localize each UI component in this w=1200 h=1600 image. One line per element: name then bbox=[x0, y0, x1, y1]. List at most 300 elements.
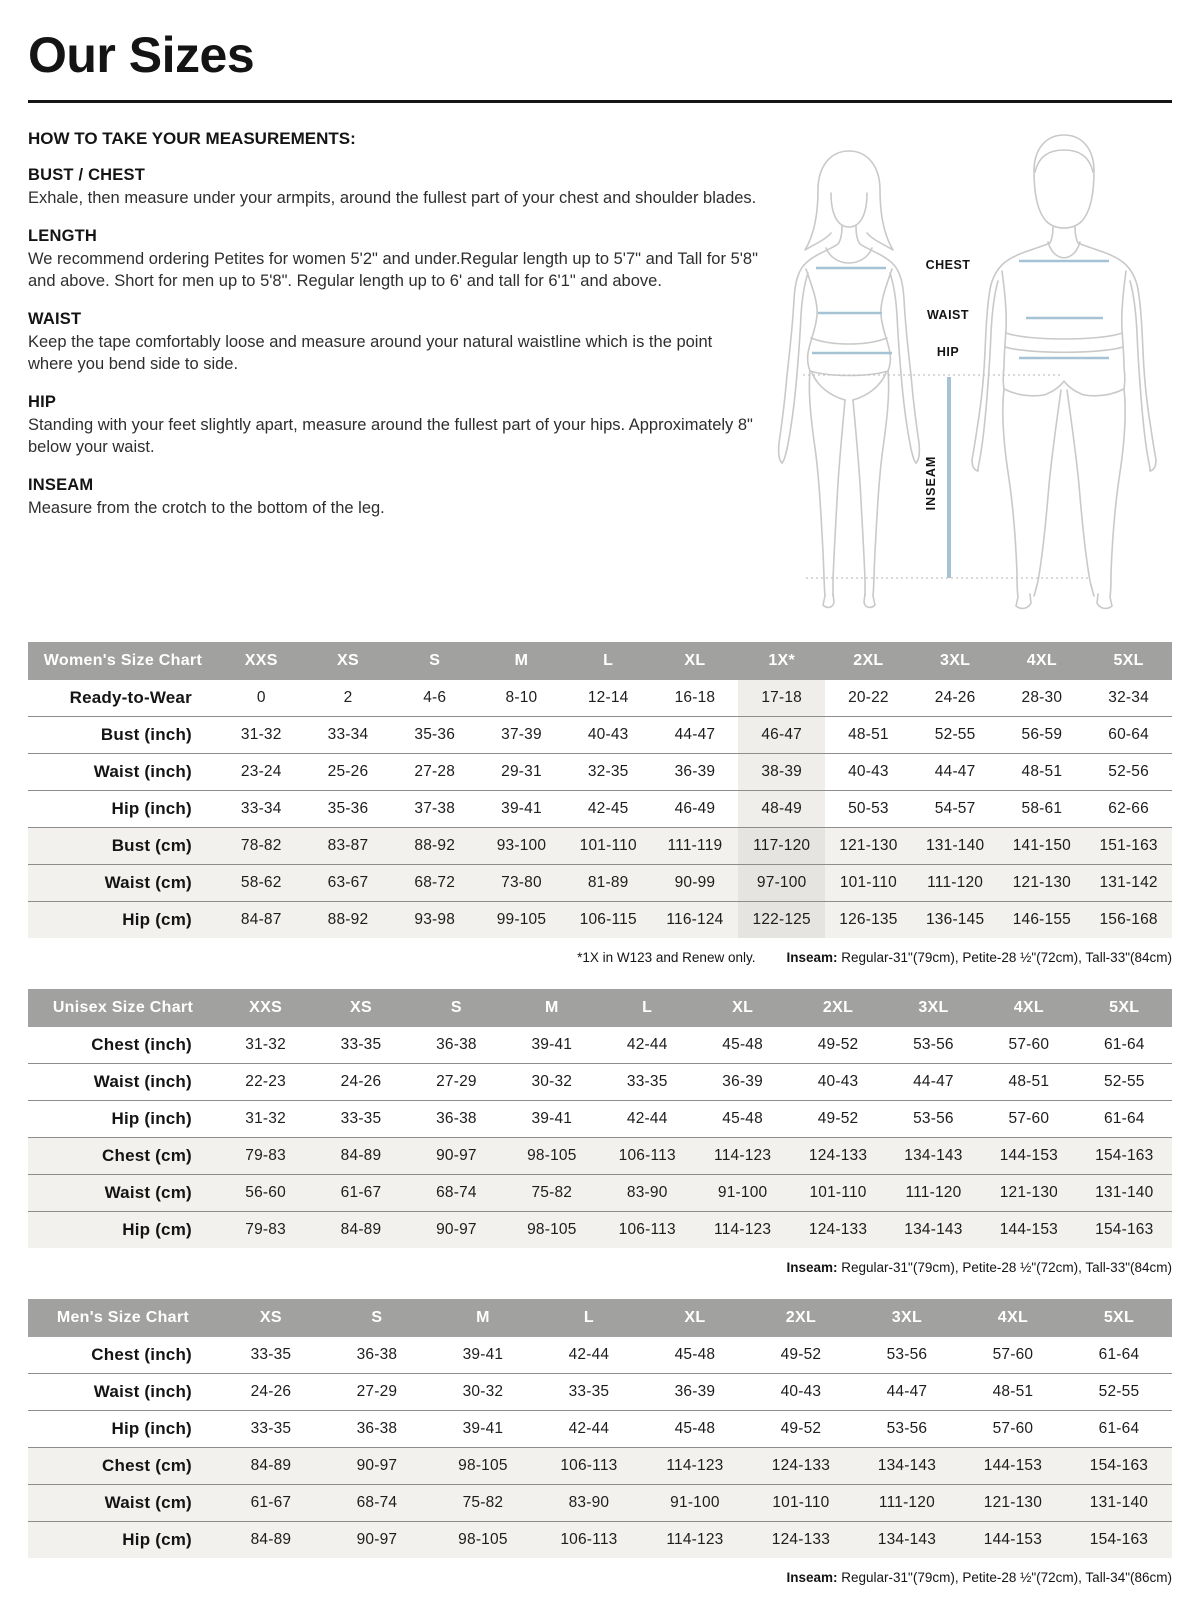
size-value-cell: 81-89 bbox=[587, 874, 629, 891]
size-value-cell: 48-49 bbox=[738, 791, 825, 828]
size-value-cell: 49-52 bbox=[817, 1036, 859, 1053]
size-value-cell: 61-67 bbox=[340, 1184, 382, 1201]
row-label-cell: Bust (inch) bbox=[100, 725, 192, 744]
size-value-cell: 56-59 bbox=[1021, 726, 1063, 743]
size-value-cell: 98-105 bbox=[458, 1531, 508, 1548]
table-row bbox=[28, 1374, 1172, 1411]
inseam-note-label: Inseam: bbox=[786, 950, 838, 965]
size-value-cell: 44-47 bbox=[674, 726, 716, 743]
size-value-cell: 134-143 bbox=[877, 1531, 937, 1548]
size-value-cell: 48-51 bbox=[992, 1383, 1034, 1400]
size-column-header: XS bbox=[305, 642, 392, 680]
size-value-cell: 33-35 bbox=[568, 1383, 610, 1400]
size-value-cell: 48-51 bbox=[1008, 1073, 1050, 1090]
size-value-cell: 52-56 bbox=[1108, 763, 1149, 780]
size-value-cell: 93-98 bbox=[414, 911, 456, 928]
table-row bbox=[28, 1138, 1172, 1175]
size-value-cell: 116-124 bbox=[666, 911, 724, 928]
size-column-header: 3XL bbox=[886, 989, 981, 1027]
size-value-cell: 99-105 bbox=[496, 911, 547, 928]
size-value-cell: 106-113 bbox=[560, 1531, 618, 1548]
size-column-header: XL bbox=[695, 989, 790, 1027]
table-row bbox=[28, 680, 1172, 717]
inseam-note-text: Regular-31"(79cm), Petite-28 ½"(72cm), Tall-33"(84cm) bbox=[837, 1260, 1172, 1275]
size-value-cell: 134-143 bbox=[904, 1147, 963, 1164]
hip-label: HIP bbox=[936, 345, 960, 359]
table-row bbox=[28, 1337, 1172, 1374]
row-label-cell: Chest (inch) bbox=[91, 1345, 192, 1364]
size-value-cell: 84-89 bbox=[250, 1531, 292, 1548]
size-value-cell: 27-29 bbox=[436, 1073, 477, 1090]
section-hip bbox=[28, 393, 758, 459]
waist-label: WAIST bbox=[926, 308, 970, 322]
size-column-header: 4XL bbox=[960, 1299, 1066, 1337]
size-value-cell: 154-163 bbox=[1089, 1457, 1149, 1474]
table-row bbox=[28, 1027, 1172, 1064]
size-value-cell: 93-100 bbox=[496, 837, 547, 854]
size-value-cell: 42-44 bbox=[568, 1420, 610, 1437]
size-column-header: S bbox=[391, 642, 478, 680]
row-label-cell: Waist (cm) bbox=[104, 1493, 192, 1512]
size-value-cell: 90-97 bbox=[356, 1457, 398, 1474]
size-value-cell: 131-140 bbox=[1089, 1494, 1149, 1511]
size-value-cell: 63-67 bbox=[327, 874, 369, 891]
size-value-cell: 60-64 bbox=[1108, 726, 1149, 743]
size-value-cell: 61-64 bbox=[1103, 1110, 1145, 1127]
section-bust-chest bbox=[28, 166, 758, 210]
size-value-cell: 33-34 bbox=[240, 800, 282, 817]
size-value-cell: 40-43 bbox=[780, 1383, 822, 1400]
woman-figure bbox=[779, 151, 920, 607]
size-value-cell: 17-18 bbox=[738, 680, 825, 717]
size-value-cell: 101-110 bbox=[579, 837, 637, 854]
size-column-header: XXS bbox=[218, 642, 305, 680]
section-body: Standing with your feet slightly apart, measure around the fullest part of your hips. Approximately 8" below your waist. bbox=[28, 415, 753, 456]
size-value-cell: 106-113 bbox=[618, 1147, 676, 1164]
size-value-cell: 84-89 bbox=[250, 1457, 292, 1474]
table-title: Unisex Size Chart bbox=[28, 989, 218, 1027]
size-value-cell: 45-48 bbox=[722, 1036, 763, 1053]
size-column-header: 2XL bbox=[790, 989, 885, 1027]
size-value-cell: 20-22 bbox=[848, 689, 889, 706]
size-value-cell: 37-38 bbox=[414, 800, 456, 817]
table-row bbox=[28, 1485, 1172, 1522]
table-row bbox=[28, 791, 1172, 828]
size-value-cell: 37-39 bbox=[501, 726, 542, 743]
inseam-note-text: Regular-31"(79cm), Petite-28 ½"(72cm), Tall-34"(86cm) bbox=[837, 1570, 1172, 1585]
size-value-cell: 25-26 bbox=[327, 763, 369, 780]
size-value-cell: 40-43 bbox=[587, 726, 629, 743]
size-value-cell: 144-153 bbox=[983, 1531, 1043, 1548]
size-value-cell: 90-97 bbox=[436, 1221, 477, 1238]
size-value-cell: 39-41 bbox=[462, 1420, 504, 1437]
title-divider bbox=[28, 100, 1172, 103]
size-value-cell: 23-24 bbox=[240, 763, 282, 780]
footnote-inseam-unisex bbox=[786, 1260, 1172, 1275]
size-value-cell: 144-153 bbox=[983, 1457, 1043, 1474]
size-value-cell: 42-44 bbox=[626, 1110, 668, 1127]
size-value-cell: 114-123 bbox=[714, 1147, 772, 1164]
size-value-cell: 121-130 bbox=[983, 1494, 1043, 1511]
size-column-header: 2XL bbox=[748, 1299, 854, 1337]
size-value-cell: 106-113 bbox=[560, 1457, 618, 1474]
section-heading: WAIST bbox=[28, 309, 82, 328]
size-value-cell: 57-60 bbox=[992, 1420, 1034, 1437]
size-value-cell: 57-60 bbox=[1008, 1036, 1050, 1053]
size-value-cell: 111-119 bbox=[667, 837, 723, 854]
size-value-cell: 61-67 bbox=[250, 1494, 292, 1511]
row-label-cell: Waist (inch) bbox=[93, 1382, 192, 1401]
section-heading: HIP bbox=[28, 392, 57, 411]
table-row bbox=[28, 1175, 1172, 1212]
size-column-header: XS bbox=[313, 989, 408, 1027]
size-value-cell: 22-23 bbox=[245, 1073, 286, 1090]
size-value-cell: 75-82 bbox=[531, 1184, 573, 1201]
size-value-cell: 40-43 bbox=[817, 1073, 859, 1090]
size-value-cell: 111-120 bbox=[927, 874, 984, 891]
size-value-cell: 58-62 bbox=[240, 874, 282, 891]
size-column-header: M bbox=[430, 1299, 536, 1337]
size-value-cell: 39-41 bbox=[462, 1346, 504, 1363]
size-value-cell: 54-57 bbox=[934, 800, 976, 817]
size-value-cell: 39-41 bbox=[531, 1036, 573, 1053]
size-column-header: XXS bbox=[218, 989, 313, 1027]
unisex-chart-footnotes bbox=[28, 1260, 1172, 1275]
section-length bbox=[28, 227, 758, 293]
size-column-header: L bbox=[536, 1299, 642, 1337]
size-value-cell: 134-143 bbox=[877, 1457, 937, 1474]
table-row bbox=[28, 754, 1172, 791]
size-value-cell: 124-133 bbox=[771, 1457, 831, 1474]
size-column-header: 5XL bbox=[1077, 989, 1172, 1027]
size-column-header: L bbox=[600, 989, 695, 1027]
size-value-cell: 106-113 bbox=[618, 1221, 676, 1238]
size-value-cell: 45-48 bbox=[674, 1420, 716, 1437]
size-column-header: 3XL bbox=[912, 642, 999, 680]
inseam-label: INSEAM bbox=[924, 455, 938, 511]
size-value-cell: 36-38 bbox=[356, 1346, 398, 1363]
size-value-cell: 46-49 bbox=[674, 800, 716, 817]
size-column-header: M bbox=[478, 642, 565, 680]
size-value-cell: 91-100 bbox=[717, 1184, 768, 1201]
size-value-cell: 36-39 bbox=[722, 1073, 763, 1090]
footnote-1x-note: *1X in W123 and Renew only. bbox=[577, 950, 756, 965]
size-value-cell: 29-31 bbox=[501, 763, 542, 780]
size-value-cell: 56-60 bbox=[245, 1184, 286, 1201]
size-value-cell: 27-28 bbox=[414, 763, 456, 780]
size-column-header: XL bbox=[642, 1299, 748, 1337]
size-column-header: 5XL bbox=[1085, 642, 1172, 680]
inseam-note-label: Inseam: bbox=[786, 1570, 838, 1585]
size-value-cell: 52-55 bbox=[1103, 1073, 1145, 1090]
size-value-cell: 49-52 bbox=[780, 1420, 822, 1437]
table-row bbox=[28, 717, 1172, 754]
header-row bbox=[28, 642, 1172, 680]
unisex-size-chart bbox=[28, 989, 1172, 1248]
size-value-cell: 31-32 bbox=[245, 1110, 286, 1127]
mens-chart-footnotes bbox=[28, 1570, 1172, 1585]
size-column-header: S bbox=[324, 1299, 430, 1337]
size-value-cell: 68-72 bbox=[414, 874, 456, 891]
man-figure bbox=[972, 135, 1156, 608]
section-body: We recommend ordering Petites for women 5'2" and under.Regular length up to 5'7" and Tall for 5'8" and above. Short for men up to 5'8". Regular length up to 6' and tall for 6'1" and above. bbox=[28, 249, 758, 290]
section-body: Exhale, then measure under your armpits, around the fullest part of your chest and shoulder blades. bbox=[28, 189, 757, 207]
size-value-cell: 106-115 bbox=[579, 911, 637, 928]
size-column-header: XS bbox=[218, 1299, 324, 1337]
measurement-diagram bbox=[758, 123, 1172, 618]
row-label-cell: Chest (cm) bbox=[102, 1146, 192, 1165]
size-value-cell: 68-74 bbox=[356, 1494, 398, 1511]
size-value-cell: 79-83 bbox=[245, 1147, 286, 1164]
inseam-note-label: Inseam: bbox=[786, 1260, 838, 1275]
size-value-cell: 111-120 bbox=[878, 1494, 935, 1511]
row-label-cell: Ready-to-Wear bbox=[69, 688, 192, 707]
table-row bbox=[28, 1101, 1172, 1138]
size-value-cell: 88-92 bbox=[414, 837, 456, 854]
size-value-cell: 83-87 bbox=[327, 837, 369, 854]
size-value-cell: 114-123 bbox=[666, 1457, 724, 1474]
size-value-cell: 42-44 bbox=[626, 1036, 668, 1053]
size-table bbox=[28, 1299, 1172, 1558]
table-row bbox=[28, 1448, 1172, 1485]
size-value-cell: 44-47 bbox=[886, 1383, 928, 1400]
size-value-cell: 146-155 bbox=[1012, 911, 1072, 928]
size-value-cell: 144-153 bbox=[999, 1147, 1058, 1164]
section-heading: LENGTH bbox=[28, 226, 98, 245]
size-value-cell: 57-60 bbox=[992, 1346, 1034, 1363]
size-value-cell: 68-74 bbox=[436, 1184, 477, 1201]
row-label-cell: Waist (inch) bbox=[93, 1072, 192, 1091]
size-value-cell: 84-87 bbox=[240, 911, 282, 928]
size-value-cell: 111-120 bbox=[905, 1184, 962, 1201]
size-value-cell: 33-35 bbox=[626, 1073, 668, 1090]
measurement-instructions bbox=[28, 129, 758, 520]
row-label-cell: Bust (cm) bbox=[111, 836, 192, 855]
size-value-cell: 53-56 bbox=[913, 1110, 954, 1127]
size-value-cell: 35-36 bbox=[414, 726, 456, 743]
size-value-cell: 61-64 bbox=[1103, 1036, 1145, 1053]
table-title: Men's Size Chart bbox=[28, 1299, 218, 1337]
table-row bbox=[28, 865, 1172, 902]
size-value-cell: 101-110 bbox=[772, 1494, 830, 1511]
size-value-cell: 36-39 bbox=[674, 1383, 716, 1400]
size-value-cell: 151-163 bbox=[1099, 837, 1158, 854]
row-label-cell: Chest (inch) bbox=[91, 1035, 192, 1054]
size-value-cell: 45-48 bbox=[674, 1346, 716, 1363]
footnote-inseam-men bbox=[786, 1570, 1172, 1585]
size-value-cell: 90-97 bbox=[356, 1531, 398, 1548]
size-value-cell: 154-163 bbox=[1095, 1221, 1154, 1238]
size-value-cell: 28-30 bbox=[1021, 689, 1063, 706]
size-value-cell: 61-64 bbox=[1098, 1420, 1140, 1437]
row-label-cell: Hip (inch) bbox=[111, 799, 192, 818]
size-value-cell: 90-99 bbox=[674, 874, 716, 891]
size-value-cell: 61-64 bbox=[1098, 1346, 1140, 1363]
size-value-cell: 97-100 bbox=[738, 865, 825, 902]
size-value-cell: 36-38 bbox=[436, 1110, 477, 1127]
size-value-cell: 27-29 bbox=[356, 1383, 398, 1400]
size-column-header: 4XL bbox=[999, 642, 1086, 680]
size-value-cell: 124-133 bbox=[808, 1221, 868, 1238]
mens-size-chart bbox=[28, 1299, 1172, 1558]
size-value-cell: 75-82 bbox=[462, 1494, 504, 1511]
size-value-cell: 33-35 bbox=[340, 1110, 382, 1127]
size-value-cell: 33-34 bbox=[327, 726, 369, 743]
table-row bbox=[28, 1064, 1172, 1101]
size-value-cell: 124-133 bbox=[771, 1531, 831, 1548]
size-value-cell: 35-36 bbox=[327, 800, 369, 817]
size-value-cell: 44-47 bbox=[913, 1073, 954, 1090]
size-value-cell: 121-130 bbox=[1012, 874, 1072, 891]
size-value-cell: 8-10 bbox=[505, 689, 538, 706]
size-value-cell: 52-55 bbox=[934, 726, 976, 743]
size-column-header: S bbox=[409, 989, 504, 1027]
size-value-cell: 53-56 bbox=[886, 1420, 928, 1437]
size-value-cell: 91-100 bbox=[670, 1494, 720, 1511]
how-to-heading: HOW TO TAKE YOUR MEASUREMENTS: bbox=[28, 129, 356, 148]
size-value-cell: 53-56 bbox=[886, 1346, 928, 1363]
size-value-cell: 53-56 bbox=[913, 1036, 954, 1053]
row-label-cell: Waist (cm) bbox=[104, 873, 192, 892]
row-label-cell: Hip (cm) bbox=[122, 1220, 192, 1239]
size-value-cell: 144-153 bbox=[999, 1221, 1058, 1238]
header-row bbox=[28, 989, 1172, 1027]
row-label-cell: Hip (inch) bbox=[111, 1419, 192, 1438]
size-value-cell: 98-105 bbox=[458, 1457, 508, 1474]
size-value-cell: 136-145 bbox=[925, 911, 985, 928]
table-row bbox=[28, 1411, 1172, 1448]
size-value-cell: 84-89 bbox=[340, 1147, 382, 1164]
header-row bbox=[28, 1299, 1172, 1337]
size-value-cell: 98-105 bbox=[527, 1221, 577, 1238]
size-value-cell: 42-44 bbox=[568, 1346, 610, 1363]
size-value-cell: 32-35 bbox=[587, 763, 629, 780]
row-label-cell: Chest (cm) bbox=[102, 1456, 192, 1475]
womens-size-chart bbox=[28, 642, 1172, 938]
size-value-cell: 33-35 bbox=[250, 1346, 292, 1363]
size-column-header: 4XL bbox=[981, 989, 1076, 1027]
size-value-cell: 2 bbox=[343, 689, 353, 706]
table-row bbox=[28, 1522, 1172, 1559]
size-value-cell: 36-38 bbox=[436, 1036, 477, 1053]
size-value-cell: 121-130 bbox=[999, 1184, 1058, 1201]
size-value-cell: 31-32 bbox=[245, 1036, 286, 1053]
section-heading: INSEAM bbox=[28, 475, 94, 494]
size-value-cell: 126-135 bbox=[839, 911, 898, 928]
size-value-cell: 46-47 bbox=[738, 717, 825, 754]
section-waist bbox=[28, 310, 758, 376]
size-value-cell: 154-163 bbox=[1089, 1531, 1149, 1548]
size-value-cell: 131-142 bbox=[1099, 874, 1158, 891]
section-heading: BUST / CHEST bbox=[28, 166, 145, 184]
size-column-header: XL bbox=[652, 642, 739, 680]
size-value-cell: 83-90 bbox=[626, 1184, 668, 1201]
size-column-header: M bbox=[504, 989, 599, 1027]
size-column-header: L bbox=[565, 642, 652, 680]
size-value-cell: 38-39 bbox=[738, 754, 825, 791]
size-value-cell: 84-89 bbox=[340, 1221, 382, 1238]
body-measurement-illustration bbox=[758, 123, 1172, 613]
size-value-cell: 101-110 bbox=[809, 1184, 867, 1201]
size-value-cell: 154-163 bbox=[1095, 1147, 1154, 1164]
size-table bbox=[28, 989, 1172, 1248]
size-value-cell: 24-26 bbox=[250, 1383, 292, 1400]
size-value-cell: 114-123 bbox=[666, 1531, 724, 1548]
size-table bbox=[28, 642, 1172, 938]
size-value-cell: 141-150 bbox=[1012, 837, 1072, 854]
size-value-cell: 73-80 bbox=[501, 874, 542, 891]
inseam-note-text: Regular-31"(79cm), Petite-28 ½"(72cm), Tall-33"(84cm) bbox=[837, 950, 1172, 965]
row-label-cell: Waist (inch) bbox=[93, 762, 192, 781]
page-title: Our Sizes bbox=[28, 27, 255, 83]
row-label-cell: Waist (cm) bbox=[104, 1183, 192, 1202]
size-value-cell: 0 bbox=[256, 689, 266, 706]
size-column-header: 1X* bbox=[738, 642, 825, 680]
size-value-cell: 48-51 bbox=[848, 726, 889, 743]
size-value-cell: 49-52 bbox=[780, 1346, 822, 1363]
size-value-cell: 121-130 bbox=[839, 837, 898, 854]
size-value-cell: 79-83 bbox=[245, 1221, 286, 1238]
size-value-cell: 45-48 bbox=[722, 1110, 763, 1127]
size-value-cell: 83-90 bbox=[568, 1494, 610, 1511]
size-value-cell: 39-41 bbox=[531, 1110, 573, 1127]
size-value-cell: 49-52 bbox=[817, 1110, 859, 1127]
size-value-cell: 88-92 bbox=[327, 911, 369, 928]
size-value-cell: 98-105 bbox=[527, 1147, 577, 1164]
intro-section bbox=[28, 129, 1172, 618]
size-value-cell: 134-143 bbox=[904, 1221, 963, 1238]
section-body: Measure from the crotch to the bottom of the leg. bbox=[28, 498, 385, 517]
size-column-header: 5XL bbox=[1066, 1299, 1172, 1337]
size-value-cell: 117-120 bbox=[738, 828, 825, 865]
size-column-header: 2XL bbox=[825, 642, 912, 680]
section-inseam bbox=[28, 476, 758, 520]
size-value-cell: 4-6 bbox=[423, 689, 447, 706]
size-value-cell: 36-39 bbox=[674, 763, 716, 780]
size-value-cell: 122-125 bbox=[738, 902, 825, 939]
size-value-cell: 50-53 bbox=[848, 800, 889, 817]
size-value-cell: 24-26 bbox=[934, 689, 976, 706]
size-value-cell: 124-133 bbox=[808, 1147, 868, 1164]
row-label-cell: Hip (cm) bbox=[122, 1530, 192, 1549]
size-value-cell: 114-123 bbox=[714, 1221, 772, 1238]
size-value-cell: 39-41 bbox=[501, 800, 542, 817]
size-value-cell: 24-26 bbox=[340, 1073, 382, 1090]
row-label-cell: Hip (cm) bbox=[122, 910, 192, 929]
table-row bbox=[28, 902, 1172, 939]
size-value-cell: 44-47 bbox=[934, 763, 976, 780]
chest-label: CHEST bbox=[925, 258, 971, 272]
size-value-cell: 33-35 bbox=[250, 1420, 292, 1437]
size-value-cell: 156-168 bbox=[1099, 911, 1158, 928]
size-value-cell: 31-32 bbox=[240, 726, 282, 743]
size-value-cell: 12-14 bbox=[587, 689, 629, 706]
table-title: Women's Size Chart bbox=[28, 642, 218, 680]
size-value-cell: 33-35 bbox=[340, 1036, 382, 1053]
size-value-cell: 42-45 bbox=[587, 800, 629, 817]
size-value-cell: 78-82 bbox=[240, 837, 282, 854]
size-value-cell: 90-97 bbox=[436, 1147, 477, 1164]
size-value-cell: 40-43 bbox=[848, 763, 889, 780]
section-body: Keep the tape comfortably loose and measure around your natural waistline which is the point where you bend side to side. bbox=[28, 332, 713, 373]
womens-chart-footnotes bbox=[28, 950, 1172, 965]
size-value-cell: 131-140 bbox=[1095, 1184, 1154, 1201]
size-value-cell: 30-32 bbox=[531, 1073, 573, 1090]
footnote-inseam-women bbox=[786, 950, 1172, 965]
size-value-cell: 131-140 bbox=[925, 837, 985, 854]
size-value-cell: 62-66 bbox=[1108, 800, 1149, 817]
size-value-cell: 101-110 bbox=[839, 874, 897, 891]
